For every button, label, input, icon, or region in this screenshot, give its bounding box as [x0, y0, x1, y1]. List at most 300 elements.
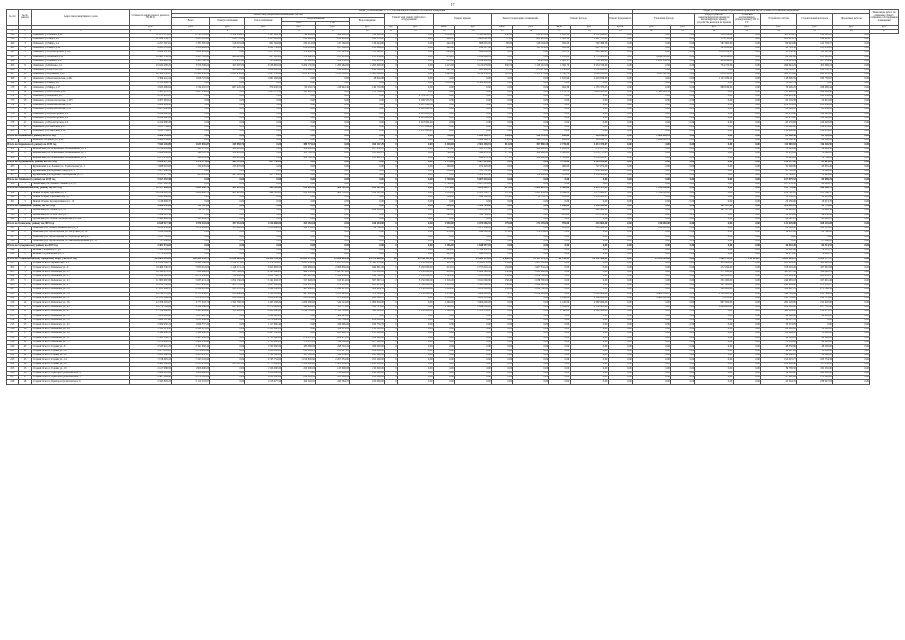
value-cell: 0,00	[513, 86, 549, 90]
value-cell: 3 453 365,80	[172, 37, 210, 41]
total-cell: 0,00	[316, 160, 350, 164]
index-cell: 209	[7, 297, 19, 301]
total-cell: 1 296 054,00	[570, 204, 608, 208]
value-cell: 51 000,00	[797, 349, 833, 353]
value-cell: 0,00	[570, 318, 608, 322]
value-cell: 368 683,00	[761, 310, 797, 314]
index-cell: 10	[18, 73, 32, 77]
value-cell: 585 282,98	[695, 46, 733, 50]
index-cell: 165	[7, 64, 19, 68]
value-cell: 0	[385, 86, 398, 90]
index-cell: 2	[18, 37, 32, 41]
value-cell: 0,00	[695, 147, 733, 151]
total-cell: 6 649 917,38	[129, 222, 171, 226]
value-cell: 1 882 265,90	[172, 51, 210, 55]
index-cell: 1	[18, 261, 32, 265]
value-cell: 0,00	[632, 68, 670, 72]
value-cell: 0,00	[172, 239, 210, 243]
value-cell: 0,00	[433, 380, 454, 384]
address-cell: Новый Огарев, Кооперативная ул., 12	[32, 200, 129, 204]
value-cell: 0,00	[316, 147, 350, 151]
value-cell: 0,00	[833, 226, 870, 230]
total-cell: 0,00	[695, 187, 733, 191]
index-cell: 223	[7, 358, 19, 362]
value-cell: 0,00	[513, 95, 549, 99]
value-cell: 0,00	[733, 103, 761, 107]
value-cell: 1 260 000,00	[350, 362, 385, 366]
value-cell: 497 800,64	[282, 292, 316, 296]
value-cell: 159 805,24	[761, 59, 797, 63]
total-cell: 0,00	[695, 222, 733, 226]
index-cell: 182	[7, 147, 19, 151]
value-cell: 2 453 702,60	[172, 55, 210, 59]
value-cell: 0,00	[433, 323, 454, 327]
value-cell: 254 414,88	[282, 46, 316, 50]
value-cell: 0,00	[316, 95, 350, 99]
value-cell: 0,00	[833, 270, 870, 274]
value-cell: 1 636 850,00	[245, 349, 282, 353]
index-cell: 227	[7, 376, 19, 380]
address-cell: Кимовск, Гагарина ул., д.44	[32, 138, 129, 142]
value-cell: 0,00	[397, 147, 433, 151]
address-cell: г.Кимовск, ул.Комсомольская, д.40а	[32, 77, 129, 81]
value-cell: 0,00	[397, 301, 433, 305]
value-cell: 0,00	[282, 318, 316, 322]
value-cell: 0,00	[172, 235, 210, 239]
index-cell: 1	[18, 248, 32, 252]
total-cell: 0,00	[608, 178, 632, 182]
value-cell: 5 337 608,40	[397, 130, 433, 134]
value-cell: 70 000,00	[797, 332, 833, 336]
value-cell: 0,00	[608, 231, 632, 235]
value-cell: 4 414 990,28	[129, 121, 171, 125]
value-cell: 0,00	[245, 200, 282, 204]
value-cell: 166 000,00	[350, 349, 385, 353]
value-cell: 0,00	[733, 174, 761, 178]
district-total-label: Итого по Киреевскому району на 2019 год	[7, 143, 130, 147]
value-cell: 0,00	[833, 117, 870, 121]
value-cell: 0,00	[549, 283, 570, 287]
value-cell: 0,00	[397, 165, 433, 169]
value-cell: 0,00	[695, 226, 733, 230]
value-cell: 0,00	[695, 121, 733, 125]
value-cell: 1 036 700,00	[513, 288, 549, 292]
value-cell: 0,00	[632, 112, 670, 116]
column-number-cell: 26	[833, 29, 870, 33]
total-cell: 168 310,00	[797, 222, 833, 226]
value-cell: 0,00	[210, 217, 245, 221]
value-cell: 1 210,00	[433, 191, 454, 195]
value-cell: 0,00	[513, 90, 549, 94]
value-cell: 8 714 107,33	[397, 95, 433, 99]
value-cell: 0,00	[492, 117, 513, 121]
value-cell: 0,00	[570, 275, 608, 279]
value-cell: 4 866 254,20	[129, 138, 171, 142]
value-cell: 451,00	[549, 196, 570, 200]
value-cell: 0,00	[695, 117, 733, 121]
total-cell: 0,00	[632, 178, 670, 182]
index-cell: 194	[7, 217, 19, 221]
value-cell: 507 397,14	[350, 279, 385, 283]
units-cell: руб.	[513, 25, 549, 29]
value-cell: 724 869,98	[282, 33, 316, 37]
value-cell: 235 917,95	[316, 349, 350, 353]
value-cell: 0,00	[397, 209, 433, 213]
value-cell: 2 330 000,00	[570, 305, 608, 309]
value-cell: 0,00	[833, 292, 870, 296]
value-cell: 235 918,00	[316, 55, 350, 59]
value-cell: 114 602,80	[761, 125, 797, 129]
value-cell: 230 744,04	[797, 292, 833, 296]
value-cell: 0,00	[397, 235, 433, 239]
value-cell: 0,00	[492, 90, 513, 94]
total-cell: 0	[385, 244, 398, 248]
value-cell: 188 047,83	[797, 380, 833, 384]
value-cell: 153 112,29	[695, 37, 733, 41]
value-cell: 0,00	[733, 345, 761, 349]
table-header	[7, 10, 899, 34]
index-cell: 16	[18, 327, 32, 331]
value-cell: 0,00	[172, 248, 210, 252]
col-header-electric: Электроснабжение	[210, 17, 245, 25]
total-cell: 0,00	[570, 244, 608, 248]
value-cell: 1 036 658,47	[570, 156, 608, 160]
value-cell: 2 023 581,77	[455, 191, 492, 195]
total-cell: 132 029,00	[761, 222, 797, 226]
value-cell: 0,00	[632, 248, 670, 252]
value-cell: 1 065 034,59	[513, 191, 549, 195]
value-cell: 0,00	[608, 68, 632, 72]
value-cell: 0,00	[397, 380, 433, 384]
value-cell: 0,00	[632, 323, 670, 327]
value-cell: 434 244,00	[695, 59, 733, 63]
value-cell: 400,00	[549, 165, 570, 169]
value-cell: 0,00	[397, 358, 433, 362]
value-cell: 282 061,98	[513, 37, 549, 41]
total-cell: 0,00	[671, 204, 695, 208]
value-cell: 0,00	[570, 95, 608, 99]
value-cell: 0,00	[282, 248, 316, 252]
value-cell: 0	[385, 68, 398, 72]
value-cell: 122 531,00	[282, 226, 316, 230]
value-cell: 866 355,80	[761, 73, 797, 77]
address-cell: г.Кимовск, ул.Пролетарская, д.6	[32, 117, 129, 121]
index-cell: 191	[7, 200, 19, 204]
value-cell: 0,00	[695, 112, 733, 116]
value-cell: 90 279,80	[761, 121, 797, 125]
value-cell: 1 065 000,00	[455, 209, 492, 213]
value-cell: 0,00	[733, 362, 761, 366]
value-cell: 832,20	[549, 42, 570, 46]
address-cell: Старый Оскол г, Бебешана ул., 33	[32, 288, 129, 292]
value-cell: 1 350 822,00	[570, 68, 608, 72]
address-cell: г.Кимовск, ул.Комсомольская, д.13	[32, 103, 129, 107]
value-cell: 0,00	[455, 362, 492, 366]
value-cell: 0,00	[433, 86, 454, 90]
value-cell: 0,00	[608, 275, 632, 279]
value-cell: 722 767,00	[172, 209, 210, 213]
value-cell: 0,00	[733, 121, 761, 125]
total-cell: 189 567,00	[350, 187, 385, 191]
value-cell: 378 416,54	[282, 51, 316, 55]
value-cell: 0,00	[671, 310, 695, 314]
index-cell: 228	[7, 380, 19, 384]
index-cell: 178	[7, 121, 19, 125]
value-cell: 0,00	[282, 200, 316, 204]
address-cell: г.Кимовск, ул.Пролетарская, д.8	[32, 121, 129, 125]
value-cell: 0,00	[549, 323, 570, 327]
value-cell: 0,00	[833, 248, 870, 252]
value-cell: 0,00	[608, 354, 632, 358]
value-cell: 0,00	[833, 55, 870, 59]
index-cell: 1	[18, 191, 32, 195]
index-cell: 173	[7, 99, 19, 103]
value-cell: 65 119,58	[761, 99, 797, 103]
total-cell: 46	[385, 257, 398, 261]
value-cell: 139 444,80	[350, 42, 385, 46]
value-cell: 856 770,89	[210, 37, 245, 41]
address-cell: Старый Оскол г, Горняк ул., 14	[32, 358, 129, 362]
address-cell: Старый Оскол г, Бебешана ул., 39	[32, 301, 129, 305]
units-cell: ед.	[385, 25, 398, 29]
value-cell: 0,00	[245, 130, 282, 134]
total-cell: 0,00	[316, 143, 350, 147]
value-cell: 0,00	[671, 77, 695, 81]
value-cell: 0,00	[632, 174, 670, 178]
value-cell: 0,00	[671, 217, 695, 221]
value-cell: 0,00	[570, 253, 608, 257]
value-cell: 106 028,08	[797, 112, 833, 116]
value-cell: 3 493 484,43	[172, 310, 210, 314]
index-cell: 2	[18, 231, 32, 235]
value-cell: 331 826,86	[210, 46, 245, 50]
column-number-cell: 13	[433, 29, 454, 33]
value-cell: 0,00	[695, 231, 733, 235]
value-cell: 183 691,13	[350, 152, 385, 156]
total-cell: 0,00	[570, 178, 608, 182]
value-cell: 106 028,08	[797, 117, 833, 121]
value-cell: 131 820,67	[350, 51, 385, 55]
value-cell: 0,00	[549, 125, 570, 129]
total-cell: 0,00	[833, 204, 870, 208]
value-cell: 760,00	[433, 152, 454, 156]
value-cell: 0,00	[671, 165, 695, 169]
value-cell: 0,00	[492, 358, 513, 362]
value-cell: 0,00	[833, 64, 870, 68]
value-cell: 0,00	[397, 297, 433, 301]
total-cell: 23 432 366,02	[570, 257, 608, 261]
index-cell: 7	[18, 59, 32, 63]
index-cell: 2	[18, 152, 32, 156]
value-cell: 183 754,56	[797, 358, 833, 362]
value-cell: 976,00	[433, 231, 454, 235]
value-cell: 0,00	[833, 125, 870, 129]
index-cell: 9	[18, 297, 32, 301]
value-cell: 0,00	[350, 174, 385, 178]
value-cell: 3 075 268,07	[570, 191, 608, 195]
total-cell: 0,00	[695, 160, 733, 164]
value-cell: 0,00	[833, 336, 870, 340]
value-cell: 1 638 950,56	[245, 297, 282, 301]
value-cell: 2 487 964,80	[129, 376, 171, 380]
value-cell: 0,00	[245, 152, 282, 156]
value-cell: 216 161,65	[797, 33, 833, 37]
value-cell: 0,00	[549, 253, 570, 257]
address-cell: г.Кимовск, ул.Бессолова, д.28	[32, 90, 129, 94]
value-cell: 0,00	[570, 112, 608, 116]
value-cell: 0,00	[733, 68, 761, 72]
value-cell: 0,00	[632, 64, 670, 68]
value-cell: 0,00	[733, 99, 761, 103]
value-cell: 18 613,70	[797, 200, 833, 204]
value-cell: 0,00	[608, 121, 632, 125]
value-cell: 4 218 602,40	[397, 117, 433, 121]
value-cell: 24 247,01	[761, 217, 797, 221]
value-cell: 0,00	[513, 297, 549, 301]
value-cell: 0,00	[455, 371, 492, 375]
value-cell: 2 309 680,00	[695, 292, 733, 296]
value-cell: 0,00	[671, 64, 695, 68]
total-cell: 0,00	[632, 143, 670, 147]
value-cell: 0,00	[350, 217, 385, 221]
value-cell: 0,00	[492, 81, 513, 85]
value-cell: 0,00	[455, 318, 492, 322]
address-cell: Старый Оскол г, Горняк ул., 8	[32, 345, 129, 349]
value-cell: 0,00	[210, 253, 245, 257]
value-cell: 637 750,00	[245, 174, 282, 178]
value-cell: 0,00	[397, 332, 433, 336]
total-cell: 0,00	[397, 222, 433, 226]
value-cell: 0,00	[632, 182, 670, 186]
index-cell: 18	[18, 336, 32, 340]
value-cell: 334 704,00	[455, 213, 492, 217]
value-cell: 1 118 068,00	[245, 226, 282, 230]
total-cell: 0,00	[833, 134, 870, 138]
value-cell: 0,00	[433, 90, 454, 94]
index-cell: 5	[18, 51, 32, 55]
value-cell: 0,00	[570, 108, 608, 112]
value-cell: 648,00	[433, 209, 454, 213]
repair-program-table	[6, 9, 899, 385]
value-cell: 0,00	[210, 112, 245, 116]
value-cell: 2 999 000,00	[455, 305, 492, 309]
value-cell: 0,00	[733, 42, 761, 46]
index-cell: 175	[7, 108, 19, 112]
value-cell: 0,00	[695, 125, 733, 129]
index-cell: 208	[7, 292, 19, 296]
value-cell: 0,00	[549, 108, 570, 112]
total-cell: 976,00	[549, 222, 570, 226]
value-cell: 162 480,00	[513, 156, 549, 160]
value-cell: 0,00	[695, 314, 733, 318]
value-cell: 0,00	[245, 231, 282, 235]
value-cell: 188 088,44	[797, 86, 833, 90]
total-cell: 0,00	[608, 143, 632, 147]
value-cell: 0,00	[570, 345, 608, 349]
total-cell: 2 500,00	[549, 187, 570, 191]
value-cell: 0,00	[316, 217, 350, 221]
value-cell: 0,00	[570, 99, 608, 103]
value-cell: 0	[385, 380, 398, 384]
units-cell: руб.	[210, 25, 245, 29]
total-cell: 2 328,00	[433, 143, 454, 147]
value-cell: 0,00	[833, 138, 870, 142]
value-cell: 183 700,30	[282, 152, 316, 156]
value-cell: 279 257,25	[282, 336, 316, 340]
value-cell: 0,00	[350, 108, 385, 112]
value-cell: 0,00	[733, 217, 761, 221]
value-cell: 2 179 604,09	[245, 305, 282, 309]
address-cell: г.Кимовск, ул.Мира, д.2	[32, 81, 129, 85]
value-cell: 0,00	[632, 283, 670, 287]
value-cell: 0,00	[397, 248, 433, 252]
value-cell: 196 781,52	[513, 138, 549, 142]
value-cell: 0,00	[172, 196, 210, 200]
value-cell: 825,00	[433, 59, 454, 63]
value-cell: 0,00	[210, 108, 245, 112]
value-cell: 0,00	[632, 121, 670, 125]
value-cell: 1 711 808,00	[245, 336, 282, 340]
value-cell: 0,00	[632, 340, 670, 344]
value-cell: 210 000,00	[350, 367, 385, 371]
column-number-cell: 12	[397, 29, 433, 33]
value-cell: 158,40	[492, 275, 513, 279]
value-cell: 346 729,00	[761, 292, 797, 296]
value-cell: 0,00	[397, 152, 433, 156]
value-cell: 0,00	[671, 239, 695, 243]
total-cell: 210 600,00	[632, 222, 670, 226]
value-cell: 0,00	[513, 239, 549, 243]
value-cell: 0,00	[433, 362, 454, 366]
value-cell: 0,00	[433, 345, 454, 349]
column-number-cell: 2	[18, 29, 32, 33]
value-cell: 0,00	[695, 354, 733, 358]
value-cell: 0,00	[316, 196, 350, 200]
value-cell: 0,00	[549, 314, 570, 318]
value-cell: 0,00	[671, 336, 695, 340]
value-cell: 983 466,00	[455, 68, 492, 72]
value-cell: 240 000,00	[350, 371, 385, 375]
value-cell: 0,00	[608, 380, 632, 384]
value-cell: 179,00	[492, 231, 513, 235]
value-cell: 0,00	[608, 86, 632, 90]
total-cell: 0,00	[695, 143, 733, 147]
value-cell: 0,00	[733, 191, 761, 195]
value-cell: 197 691,46	[797, 279, 833, 283]
value-cell: 186 150,00	[316, 59, 350, 63]
value-cell: 1 218 205,85	[570, 196, 608, 200]
value-cell: 927 683,89	[245, 55, 282, 59]
total-cell: 0	[385, 178, 398, 182]
index-cell: 3	[18, 174, 32, 178]
value-cell: 0,00	[632, 99, 670, 103]
value-cell: 0,00	[671, 103, 695, 107]
value-cell: 0,00	[455, 376, 492, 380]
value-cell: 65 490,00	[282, 59, 316, 63]
value-cell: 8 437 290,00	[397, 103, 433, 107]
value-cell: 0,00	[733, 318, 761, 322]
total-cell: 6 623 483,15	[761, 257, 797, 261]
value-cell: 0,00	[671, 42, 695, 46]
value-cell: 0,00	[833, 376, 870, 380]
column-number-cell: 24	[761, 29, 797, 33]
index-cell: 1	[18, 147, 32, 151]
total-cell: 0,00	[671, 160, 695, 164]
value-cell: 0,00	[245, 147, 282, 151]
value-cell: 1 933 665,40	[129, 314, 171, 318]
col-header-meters: Установка коллективных (общедомовых) ПУ и УУ	[735, 13, 759, 25]
value-cell: 0,00	[455, 327, 492, 331]
